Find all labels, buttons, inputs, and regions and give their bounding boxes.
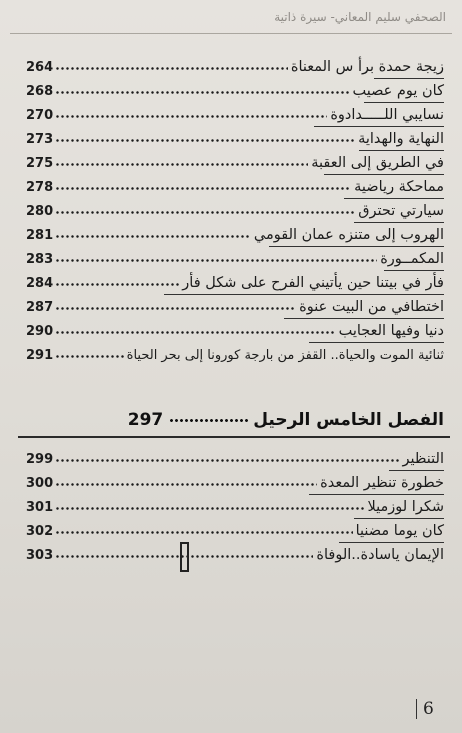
toc-entry-title: خطورة تنظير المعدة (320, 474, 444, 491)
toc-entry-page: 299 (26, 451, 54, 467)
dot-leader (55, 458, 399, 463)
toc-entry-title: التنظير (402, 450, 444, 467)
header-rule (10, 33, 452, 34)
toc-entry-title: دنيا وفيها العجايب (338, 322, 444, 339)
chapter-heading (26, 400, 444, 430)
toc-entry-page: 278 (26, 179, 54, 195)
toc-entry (26, 540, 444, 564)
toc-entry-title: مماحكة رياضية (354, 178, 444, 195)
footer-divider (416, 699, 417, 719)
toc-entry (26, 244, 444, 268)
dot-leader (169, 418, 249, 423)
dot-leader (55, 90, 349, 95)
toc-entry-page: 284 (26, 275, 54, 291)
toc-entry-page: 264 (26, 59, 54, 75)
toc-entry-title: اختطافي من البيت عنوة (299, 298, 444, 315)
toc-entry (26, 268, 444, 292)
toc-entry (26, 172, 444, 196)
toc-entry-title: ثنائية الموت والحياة.. القفز من بارجة كورونا إلى بحر الحياة (126, 347, 444, 363)
running-head: الصحفي سليم المعاني- سيرة ذاتية (274, 10, 446, 24)
toc-entry-page: 275 (26, 155, 54, 171)
toc-entry-title: الإيمان ياسادة..الوفاة (316, 546, 444, 563)
toc-entry (26, 340, 444, 364)
text-cursor-box (180, 542, 189, 572)
dot-leader (55, 162, 308, 167)
toc-entry-page: 290 (26, 323, 54, 339)
page-footer (416, 697, 456, 721)
toc-entry-title: في الطريق إلى العقبة (311, 154, 444, 171)
dot-leader (55, 114, 327, 119)
dot-leader (55, 530, 352, 535)
toc-entry-page: 302 (26, 523, 54, 539)
chapter-title: الفصل الخامس الرحيل (253, 410, 444, 430)
toc-entry-title: النهاية والهداية (358, 130, 444, 147)
toc-entry (26, 124, 444, 148)
dot-leader (55, 66, 288, 71)
page-number: 6 (423, 699, 434, 719)
dot-leader (55, 138, 355, 143)
toc-entry-page: 303 (26, 547, 54, 563)
dot-leader (55, 330, 335, 335)
toc-entry-title: فأر في بيتنا حين يأتيني الفرح على شكل فأر (182, 274, 444, 291)
toc-entry-page: 291 (26, 347, 54, 363)
toc-entry-title: كان يوما مضنيا (355, 522, 444, 539)
toc-entry-page: 283 (26, 251, 54, 267)
toc-entry-title: زيجة حمدة برأ س المعناة (290, 58, 444, 75)
toc-entry-title: سيارتي تحترق (358, 202, 444, 219)
dot-leader (55, 354, 124, 359)
dot-leader (55, 506, 364, 511)
toc-entry-page: 301 (26, 499, 54, 515)
dot-leader (55, 210, 355, 215)
toc-entry-title: نسايبي اللـــــدادوة (330, 106, 444, 123)
toc-entry (26, 220, 444, 244)
toc-entry-page: 281 (26, 227, 54, 243)
toc-entry (26, 492, 444, 516)
toc-entry (26, 316, 444, 340)
toc-entry-title: المكمــورة (380, 250, 444, 267)
chapter-page: 297 (127, 410, 164, 430)
toc-entry-page: 280 (26, 203, 54, 219)
toc-entry-page: 300 (26, 475, 54, 491)
toc-entry-title: كان يوم عصيب (352, 82, 444, 99)
toc-entry (26, 468, 444, 492)
table-of-contents (0, 50, 462, 610)
chapter-rule (18, 436, 450, 438)
toc-entry-page: 268 (26, 83, 54, 99)
toc-entry (26, 196, 444, 220)
toc-entry (26, 100, 444, 124)
toc-entry-page: 287 (26, 299, 54, 315)
toc-entry-page: 273 (26, 131, 54, 147)
toc-entry-title: شكرا لوزميلا (367, 498, 444, 515)
toc-entry (26, 52, 444, 76)
toc-entry (26, 76, 444, 100)
dot-leader (55, 234, 251, 239)
toc-entry (26, 292, 444, 316)
dot-leader (55, 258, 377, 263)
dot-leader (55, 282, 179, 287)
dot-leader (55, 306, 296, 311)
toc-entry (26, 148, 444, 172)
toc-entry (26, 516, 444, 540)
toc-entry (26, 444, 444, 468)
dot-leader (55, 186, 351, 191)
dot-leader (55, 482, 317, 487)
toc-entry-page: 270 (26, 107, 54, 123)
toc-entry-title: الهروب إلى متنزه عمان القومي (253, 226, 444, 243)
